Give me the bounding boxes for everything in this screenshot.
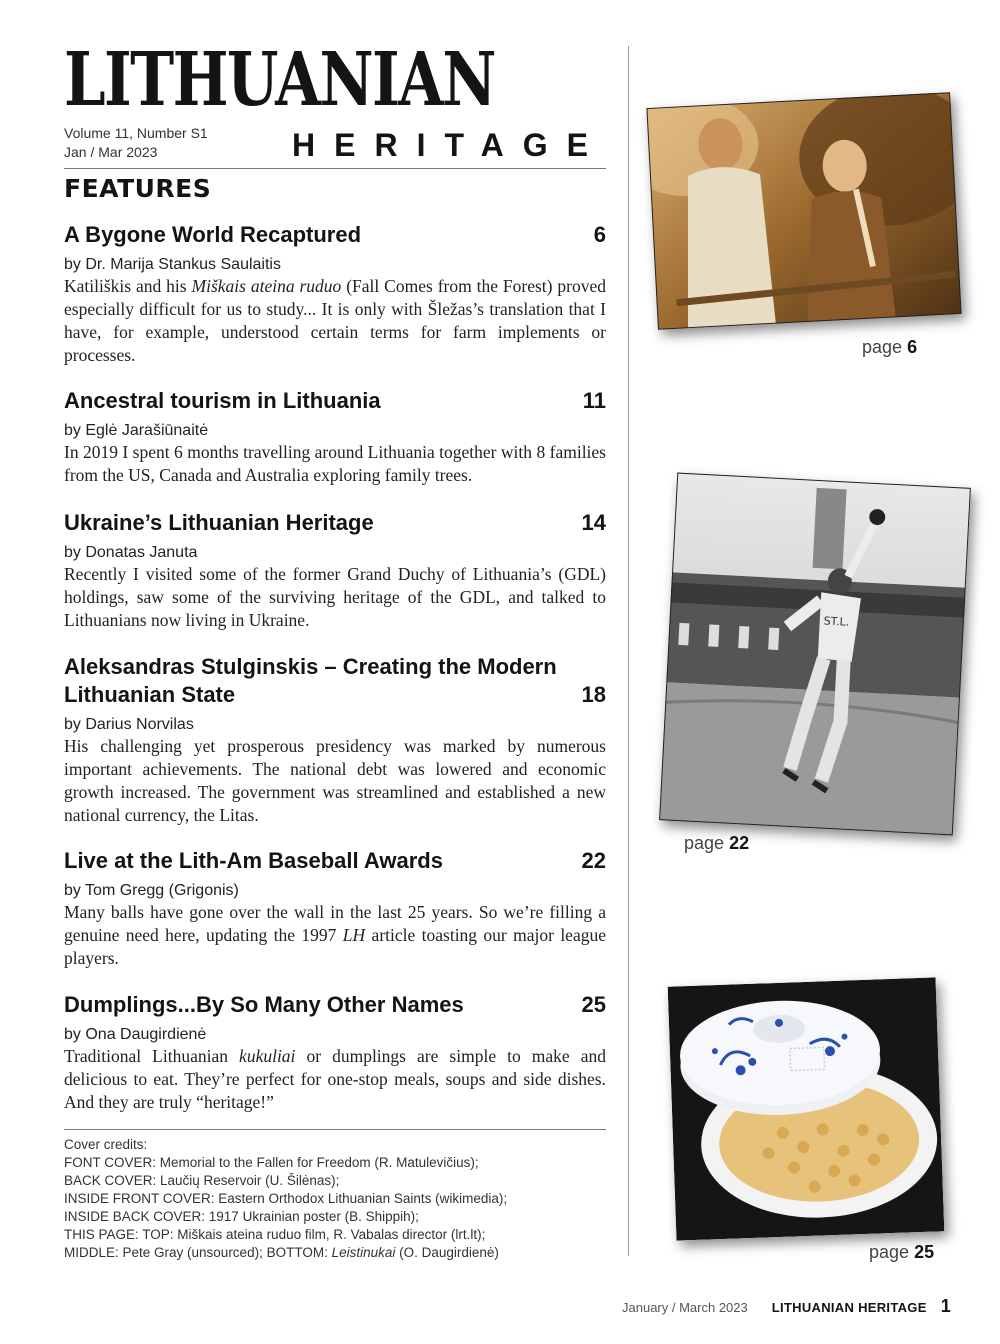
- article-author: by Darius Norvilas: [64, 716, 194, 733]
- credits-line: BACK COVER: Laučių Reservoir (U. Šilėnas);: [64, 1173, 340, 1188]
- photo-film-still[interactable]: [646, 92, 961, 330]
- issue-volume: Volume 11, Number S1: [64, 125, 208, 141]
- column-divider: [628, 46, 629, 1256]
- features-heading: FEATURES: [64, 174, 212, 203]
- article-4[interactable]: [64, 653, 606, 827]
- article-author: by Ona Daugirdienė: [64, 1026, 207, 1043]
- issue-info: [64, 124, 208, 162]
- photo-dumplings-bowl[interactable]: [668, 977, 945, 1240]
- footer-date: January / March 2023: [622, 1300, 748, 1315]
- article-author: by Eglė Jarašiūnaitė: [64, 422, 209, 439]
- article-teaser: Many balls have gone over the wall in the last 25 years. So we’re filling a genuine need here, updating the 1997 LH article toasting our major league players.: [64, 902, 606, 968]
- page-footer: [622, 1296, 951, 1317]
- dumplings-bowl-image: [668, 977, 945, 1240]
- article-5[interactable]: [64, 847, 606, 970]
- photo-caption-page-6: page 6: [862, 337, 918, 357]
- article-teaser: Recently I visited some of the former Grand Duchy of Lithuania’s (GDL) holdings, saw some of the surviving heritage of the GDL, and talked to Lithuanians now living in Ukraine.: [64, 564, 606, 630]
- issue-date: Jan / Mar 2023: [64, 144, 158, 160]
- article-6[interactable]: [64, 991, 606, 1114]
- article-page-number: 25: [581, 992, 606, 1017]
- article-2[interactable]: [64, 387, 606, 487]
- article-page-number: 22: [581, 848, 606, 873]
- credits-rule: [64, 1129, 606, 1130]
- article-teaser: Katiliškis and his Miškais ateina ruduo (Fall Comes from the Forest) proved especially difficult for us to study... It is only with Šležas’s translation that I have, for example, understood certain terms for farm implements or processes.: [64, 276, 606, 365]
- photo-caption-page-25: page 25: [869, 1242, 935, 1262]
- article-page-number: 6: [593, 222, 606, 247]
- masthead-title: LITHUANIAN: [64, 37, 495, 123]
- article-title-line-2[interactable]: Lithuanian State: [64, 682, 236, 707]
- article-teaser: His challenging yet prosperous presidency was marked by numerous important achievements. The national debt was lowered and economic growth increased. The government was streamlined and established a new national currency, the Litas.: [64, 736, 606, 825]
- article-page-number: 18: [581, 682, 606, 707]
- article-page-number: 14: [581, 510, 606, 535]
- article-title[interactable]: Live at the Lith-Am Baseball Awards: [64, 848, 443, 873]
- article-title[interactable]: Ancestral tourism in Lithuania: [64, 388, 381, 413]
- photo-caption-page-22: page 22: [684, 833, 750, 853]
- credits-line: MIDDLE: Pete Gray (unsourced); BOTTOM: Leistinukai (O. Daugirdienė): [64, 1245, 499, 1260]
- article-title[interactable]: Dumplings...By So Many Other Names: [64, 992, 464, 1017]
- article-author: by Tom Gregg (Grigonis): [64, 882, 239, 899]
- masthead-rule: [64, 168, 606, 169]
- credits-line: INSIDE FRONT COVER: Eastern Orthodox Lithuanian Saints (wikimedia);: [64, 1191, 508, 1206]
- article-1[interactable]: [64, 221, 606, 367]
- cover-credits: [64, 1136, 507, 1262]
- jersey-lettering: ST.L.: [823, 614, 850, 629]
- article-title-line-1[interactable]: Aleksandras Stulginskis – Creating the Modern: [64, 654, 557, 679]
- credits-heading: Cover credits:: [64, 1137, 148, 1152]
- masthead-subtitle: HERITAGE: [292, 127, 607, 163]
- baseball-player-image: [659, 473, 971, 836]
- footer-magazine-name: LITHUANIAN HERITAGE: [771, 1300, 927, 1315]
- article-author: by Donatas Januta: [64, 544, 198, 561]
- film-still-image: [646, 92, 961, 330]
- credits-line: INSIDE BACK COVER: 1917 Ukrainian poster (B. Shippih);: [64, 1209, 419, 1224]
- photo-baseball-player[interactable]: [659, 473, 971, 836]
- footer-page-number: 1: [940, 1296, 951, 1316]
- credits-line: THIS PAGE: TOP: Miškais ateina ruduo film, R. Vabalas director (lrt.lt);: [64, 1227, 486, 1242]
- article-title[interactable]: Ukraine’s Lithuanian Heritage: [64, 510, 374, 535]
- article-title[interactable]: A Bygone World Recaptured: [64, 222, 362, 247]
- article-teaser: In 2019 I spent 6 months travelling around Lithuania together with 8 families from the US, Canada and Australia exploring family trees.: [64, 442, 606, 485]
- article-author: by Dr. Marija Stankus Saulaitis: [64, 256, 281, 273]
- credits-line: FONT COVER: Memorial to the Fallen for Freedom (R. Matulevičius);: [64, 1155, 479, 1170]
- article-teaser: Traditional Lithuanian kukuliai or dumplings are simple to make and delicious to eat. They’re perfect for one-stop meals, soups and side dishes. And they are truly “heritage!”: [64, 1046, 607, 1112]
- article-3[interactable]: [64, 509, 606, 632]
- article-page-number: 11: [582, 388, 606, 413]
